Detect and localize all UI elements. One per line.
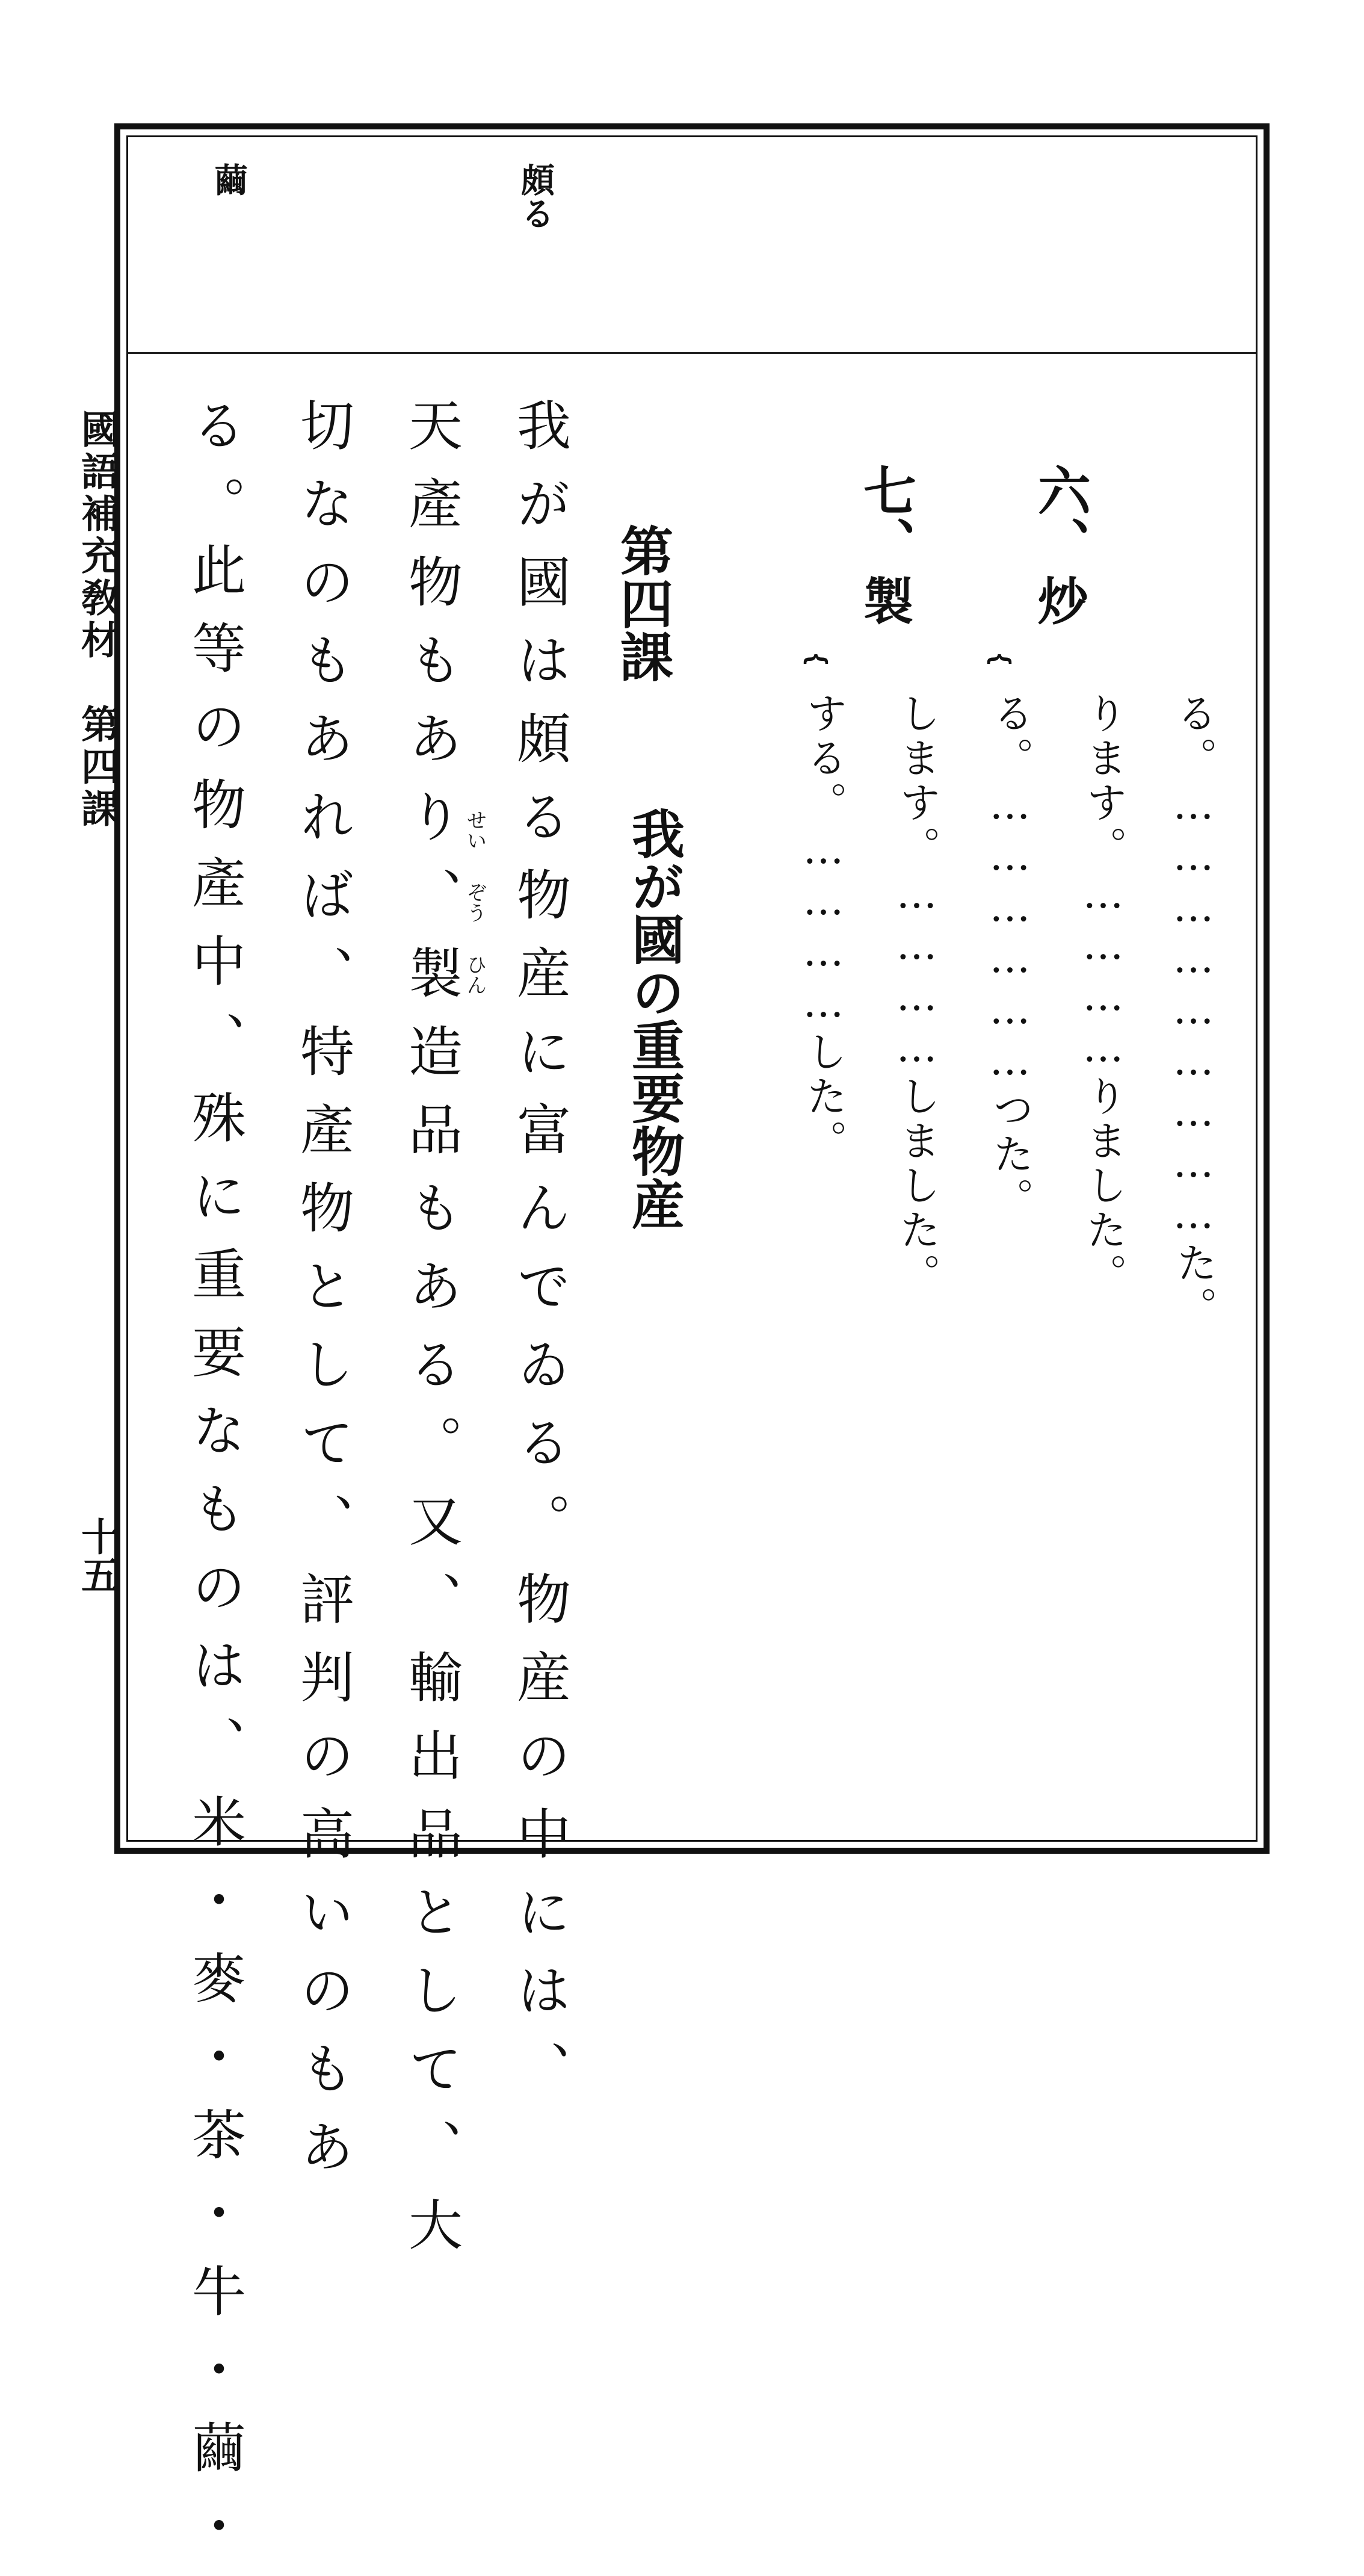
exercise-7-number: 七、: [855, 463, 918, 569]
gloss-word-1: 頗る: [516, 163, 555, 230]
exercise-6-number: 六、: [1029, 463, 1092, 569]
ruby-sei: せい: [463, 810, 487, 850]
body-column-1: 我が國は頗る物産に富んでゐる。物産の中には、: [507, 397, 570, 2119]
body-column-5: 此等の物產中、殊に重要なものは、米・麥・茶・牛・繭・: [182, 542, 245, 2576]
exercise-7-word: 製: [855, 575, 915, 625]
exercise-6-line-2: ります。…………りました。: [1079, 692, 1127, 1298]
exercise-7-line-2: する。…………した。: [800, 692, 847, 1164]
exercise-7-line-1: します。…………しました。: [893, 692, 940, 1298]
running-title: 國語補充敎材 第四課: [75, 409, 120, 831]
body-column-3: 切なのもあれば、特產物として、評判の高いのもあ: [291, 397, 354, 2197]
gloss-word-2: 繭: [209, 163, 248, 196]
ruby-zou: ぞう: [463, 882, 487, 923]
exercise-7-brace: ⏞: [803, 653, 829, 702]
body-column-2: 天產物もあり、製造品もある。又、輸出品として、大: [399, 397, 462, 2275]
ruby-hin: ひん: [463, 954, 487, 995]
exercise-6-word: 炒: [1029, 575, 1089, 625]
exercise-6-line-1: る。………………………た。: [1170, 692, 1217, 1331]
page-number: 十五: [75, 1517, 120, 1594]
body-column-4: る。: [182, 397, 245, 554]
header-rule: [128, 352, 1256, 354]
exercise-6-line-3: る。………………つた。: [986, 692, 1034, 1222]
lesson-number: 第四課: [612, 524, 674, 683]
exercise-6-brace: ⏞: [987, 653, 1012, 702]
lesson-title: 我が國の重要物産: [623, 807, 686, 1230]
